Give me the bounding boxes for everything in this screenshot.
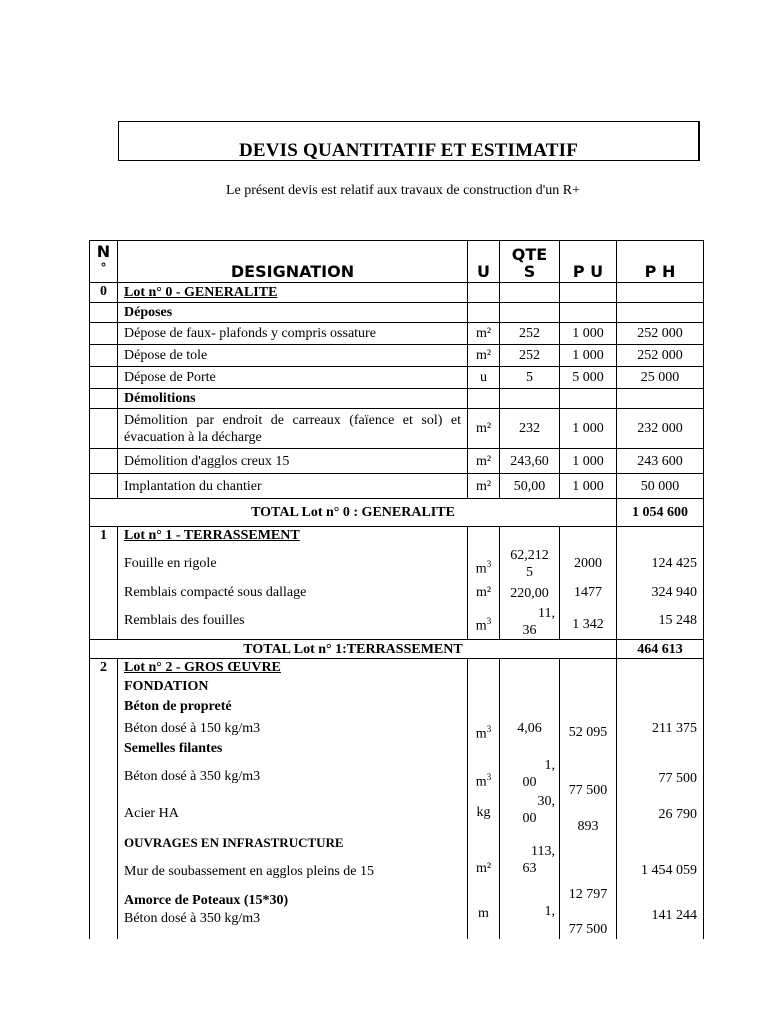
lot1-no: 1 (90, 527, 118, 640)
lot2-title: Lot n° 2 - GROS ŒUVRE (124, 660, 281, 675)
row-pu: 77 500 (568, 783, 608, 798)
row-ph: 124 425 (651, 556, 697, 571)
header-no-degree: ° (100, 261, 107, 275)
qty-part: 36 (522, 623, 537, 638)
unit-text: m (475, 726, 487, 742)
row-qty (504, 843, 555, 879)
row-unit: m² (475, 585, 492, 600)
lot2-designation-cell (118, 659, 468, 940)
empty-cell (90, 409, 118, 449)
row-qty: 252 (500, 323, 560, 345)
row-unit: m² (468, 323, 500, 345)
qty-part: 113, (531, 844, 555, 859)
lot1-title: Lot n° 1 - TERRASSEMENT (124, 528, 300, 543)
title-box (118, 121, 700, 161)
empty-cell (560, 283, 617, 303)
header-ph: P H (617, 241, 704, 283)
row-ph: 15 248 (658, 613, 697, 628)
row-unit: m (478, 906, 489, 921)
row-pu: 52 095 (568, 725, 608, 740)
empty-cell (90, 474, 118, 499)
empty-cell (500, 303, 560, 323)
row-pu: 1 342 (572, 617, 604, 632)
qty-part: 30, (537, 794, 555, 809)
lot1-pu-cell (560, 527, 617, 640)
empty-cell (468, 389, 500, 409)
row-ph: 1 454 059 (641, 863, 697, 878)
row-unit: m² (475, 861, 492, 876)
header-qty (500, 241, 560, 283)
row-unit: m² (468, 449, 500, 474)
row-ph: 252 000 (617, 323, 704, 345)
lot0-total-row (90, 499, 704, 527)
qty-part: 1, (544, 758, 555, 773)
unit-text: m (475, 774, 487, 790)
unit-superscript: 3 (486, 724, 492, 734)
empty-cell (90, 323, 118, 345)
row-unit: kg (476, 805, 491, 820)
lot0-title-row (90, 283, 704, 303)
empty-cell (468, 303, 500, 323)
row-ph: 77 500 (658, 771, 697, 786)
row-pu: 893 (577, 819, 599, 834)
empty-cell (90, 367, 118, 389)
row-designation: Acier HA (124, 806, 179, 821)
row-qty: 50,00 (500, 474, 560, 499)
row-designation: Implantation du chantier (118, 474, 468, 499)
total-label: TOTAL Lot n° 1:TERRASSEMENT (90, 640, 617, 659)
row-designation: Béton dosé à 150 kg/m3 (124, 721, 261, 736)
row-designation: Démolition par endroit de carreaux (faïence et sol) et évacuation à la décharge (118, 409, 468, 449)
table-row (90, 449, 704, 474)
document-title: DEVIS QUANTITATIF ET ESTIMATIF (238, 140, 579, 161)
lot0-section-deposes (90, 303, 704, 323)
row-qty: 220,00 (510, 586, 549, 601)
row-qty (504, 793, 555, 829)
row-designation: Dépose de Porte (118, 367, 468, 389)
row-qty (504, 605, 555, 639)
lot1-ph-cell (617, 527, 704, 640)
row-ph: 141 244 (651, 908, 697, 923)
section-label: Déposes (118, 303, 468, 323)
unit-superscript: 3 (486, 616, 492, 626)
table-row (90, 409, 704, 449)
header-designation: DESIGNATION (118, 241, 468, 283)
lot0-no: 0 (90, 283, 118, 303)
empty-cell (90, 389, 118, 409)
lot2-pu-cell (560, 659, 617, 940)
lot2-unit-cell (468, 659, 500, 940)
row-qty (504, 757, 555, 793)
row-unit: u (468, 367, 500, 389)
qty-part: 00 (522, 775, 537, 790)
row-pu: 1 000 (560, 474, 617, 499)
lot1-total-row (90, 640, 704, 659)
row-designation: Remblais compacté sous dallage (124, 585, 307, 600)
header-no-label: N (96, 242, 111, 261)
row-pu: 5 000 (560, 367, 617, 389)
row-pu: 1477 (574, 585, 602, 600)
empty-cell (617, 389, 704, 409)
row-unit (468, 765, 499, 789)
qty-part: 62,212 (510, 548, 549, 563)
unit-superscript: 3 (486, 772, 492, 782)
row-ph: 243 600 (617, 449, 704, 474)
lot1-qty-cell (500, 527, 560, 640)
row-designation: Béton dosé à 350 kg/m3 (124, 769, 261, 784)
unit-superscript: 3 (486, 559, 492, 569)
table-row (90, 323, 704, 345)
row-designation: Dépose de tole (118, 345, 468, 367)
empty-cell (90, 303, 118, 323)
header-qty-label-b: S (523, 262, 536, 281)
header-unit: U (468, 241, 500, 283)
row-qty: 252 (500, 345, 560, 367)
lot1-designation-cell (118, 527, 468, 640)
row-pu: 2000 (574, 556, 602, 571)
row-qty (504, 547, 555, 583)
row-ph: 211 375 (652, 721, 697, 736)
unit-text: m (475, 618, 487, 634)
row-pu: 12 797 (568, 887, 608, 902)
row-pu: 1 000 (560, 345, 617, 367)
total-value: 464 613 (617, 640, 704, 659)
empty-cell (500, 389, 560, 409)
row-designation: Remblais des fouilles (124, 613, 245, 628)
lot0-title: Lot n° 0 - GENERALITE (118, 283, 468, 303)
row-designation: Dépose de faux- plafonds y compris ossature (118, 323, 468, 345)
empty-cell (617, 303, 704, 323)
row-unit: m² (468, 345, 500, 367)
qty-part: 5 (526, 565, 533, 580)
section-label: OUVRAGES EN INFRASTRUCTURE (124, 835, 344, 850)
row-unit: m² (468, 409, 500, 449)
lot2-ph-cell (617, 659, 704, 940)
section-label: Amorce de Poteaux (15*30) (124, 893, 289, 908)
row-ph: 252 000 (617, 345, 704, 367)
lot2-qty-cell (500, 659, 560, 940)
row-designation: Béton dosé à 350 kg/m3 (124, 911, 261, 926)
empty-cell (90, 449, 118, 474)
lot2-block (90, 659, 704, 940)
lot1-unit-cell (468, 527, 500, 640)
section-label: Semelles filantes (124, 741, 223, 756)
row-qty: 1, (544, 904, 555, 919)
row-qty: 232 (500, 409, 560, 449)
total-value: 1 054 600 (617, 499, 704, 527)
qty-part: 00 (522, 811, 537, 826)
header-qty-label-a: QTE (511, 245, 548, 264)
row-pu: 77 500 (568, 922, 608, 937)
lot0-section-demolitions (90, 389, 704, 409)
row-ph: 26 790 (658, 807, 697, 822)
lot1-block (90, 527, 704, 640)
row-pu: 1 000 (560, 449, 617, 474)
row-unit (468, 549, 499, 579)
total-label: TOTAL Lot n° 0 : GENERALITE (90, 499, 617, 527)
row-unit (468, 717, 499, 741)
row-qty: 243,60 (500, 449, 560, 474)
row-pu: 1 000 (560, 409, 617, 449)
table-row (90, 367, 704, 389)
table-row (90, 345, 704, 367)
qty-part: 11, (538, 606, 555, 621)
row-designation: Mur de soubassement en agglos pleins de 15 (124, 864, 375, 879)
header-row (90, 241, 704, 283)
section-label: FONDATION (124, 679, 209, 694)
row-qty: 5 (500, 367, 560, 389)
row-ph: 324 940 (651, 585, 697, 600)
row-unit (468, 607, 499, 635)
devis-table (89, 240, 704, 939)
row-ph: 25 000 (617, 367, 704, 389)
empty-cell (560, 303, 617, 323)
row-ph: 232 000 (617, 409, 704, 449)
row-ph: 50 000 (617, 474, 704, 499)
header-pu: P U (560, 241, 617, 283)
row-pu: 1 000 (560, 323, 617, 345)
row-designation: Fouille en rigole (124, 556, 217, 571)
table-row (90, 474, 704, 499)
row-designation: Démolition d'agglos creux 15 (118, 449, 468, 474)
empty-cell (468, 283, 500, 303)
empty-cell (617, 283, 704, 303)
qty-part: 63 (522, 861, 537, 876)
row-unit: m² (468, 474, 500, 499)
empty-cell (500, 283, 560, 303)
header-no (90, 241, 118, 283)
empty-cell (560, 389, 617, 409)
section-label: Béton de propreté (124, 699, 232, 714)
section-label: Démolitions (118, 389, 468, 409)
row-qty: 4,06 (517, 721, 542, 736)
lot2-no: 2 (90, 659, 118, 940)
unit-text: m (475, 561, 487, 577)
document-subtitle: Le présent devis est relatif aux travaux de construction d'un R+ (225, 183, 581, 198)
empty-cell (90, 345, 118, 367)
